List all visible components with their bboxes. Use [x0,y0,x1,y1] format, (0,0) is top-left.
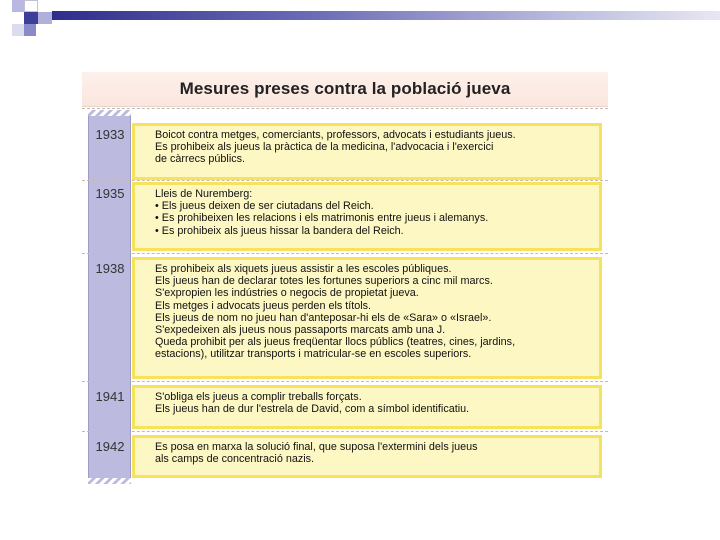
figure-title: Mesures preses contra la població jueva [82,72,608,107]
entry-year: 1941 [95,389,125,404]
timeline-figure [82,72,608,484]
entry-line: Es posa en marxa la solució final, que suposa l'extermini dels jueus [155,441,478,453]
entry-box [132,435,602,478]
entry-line: • Els jueus deixen de ser ciutadans del Reich. [155,200,374,213]
entry-line: Es prohibeix als jueus la pràctica de la medicina, l'advocacia i l'exercici [155,141,494,154]
slide-header-bar [52,11,720,20]
decor-square [38,12,52,24]
divider [82,253,608,254]
timeline-entry [82,385,608,429]
entry-year: 1938 [95,261,125,276]
divider [82,431,608,432]
divider [82,180,608,181]
entry-line: als camps de concentració nazis. [155,453,315,466]
timeline-notch [88,110,131,116]
divider [82,108,608,109]
timeline-entry [82,123,608,180]
entry-year: 1935 [95,186,125,201]
decor-square [12,0,24,12]
entry-line: Els jueus han de dur l'estrela de David, com a símbol identificatiu. [155,403,470,416]
entry-box [132,257,602,379]
entry-year: 1933 [95,127,125,142]
timeline-entry [82,435,608,478]
entry-line: Lleis de Nuremberg: [155,188,253,200]
entry-line: • Es prohibeixen les relacions i els matrimonis entre jueus i alemanys. [155,212,489,225]
entry-line: Es prohibeix als xiquets jueus assistir a les escoles públiques. [155,263,452,275]
entry-line: Els jueus han de declarar totes les fortunes superiors a cinc mil marcs. [155,275,493,288]
timeline-entry [82,182,608,251]
entry-line: Queda prohibit per als jueus freqüentar llocs públics (teatres, cines, jardins, [155,336,516,349]
entry-year: 1942 [95,439,125,454]
timeline-entry [82,257,608,379]
decor-square [24,12,38,24]
divider [82,381,608,382]
decor-square [24,24,36,36]
entry-line: S'expedeixen als jueus nous passaports marcats amb una J. [155,324,446,337]
entry-line: estacions), utilitzar transports i matricular-se en escoles superiors. [155,348,472,361]
entry-line: • Es prohibeix als jueus hissar la bandera del Reich. [155,224,404,237]
entry-line: Els jueus de nom no jueu han d'anteposar-hi els de «Sara» o «Israel». [155,311,492,324]
entry-line: Boicot contra metges, comerciants, professors, advocats i estudiants jueus. [155,129,516,141]
entry-line: S'expropien les indústries o negocis de propietat jueva. [155,287,419,300]
entry-line: de càrrecs públics. [155,153,246,166]
decor-square [24,0,38,12]
decor-square [12,24,24,36]
entry-box [132,385,602,429]
timeline-notch [88,478,131,484]
entry-box [132,123,602,180]
entry-line: Els metges i advocats jueus perden els títols. [155,299,372,312]
entry-line: S'obliga els jueus a complir treballs forçats. [155,391,362,403]
entry-box [132,182,602,251]
